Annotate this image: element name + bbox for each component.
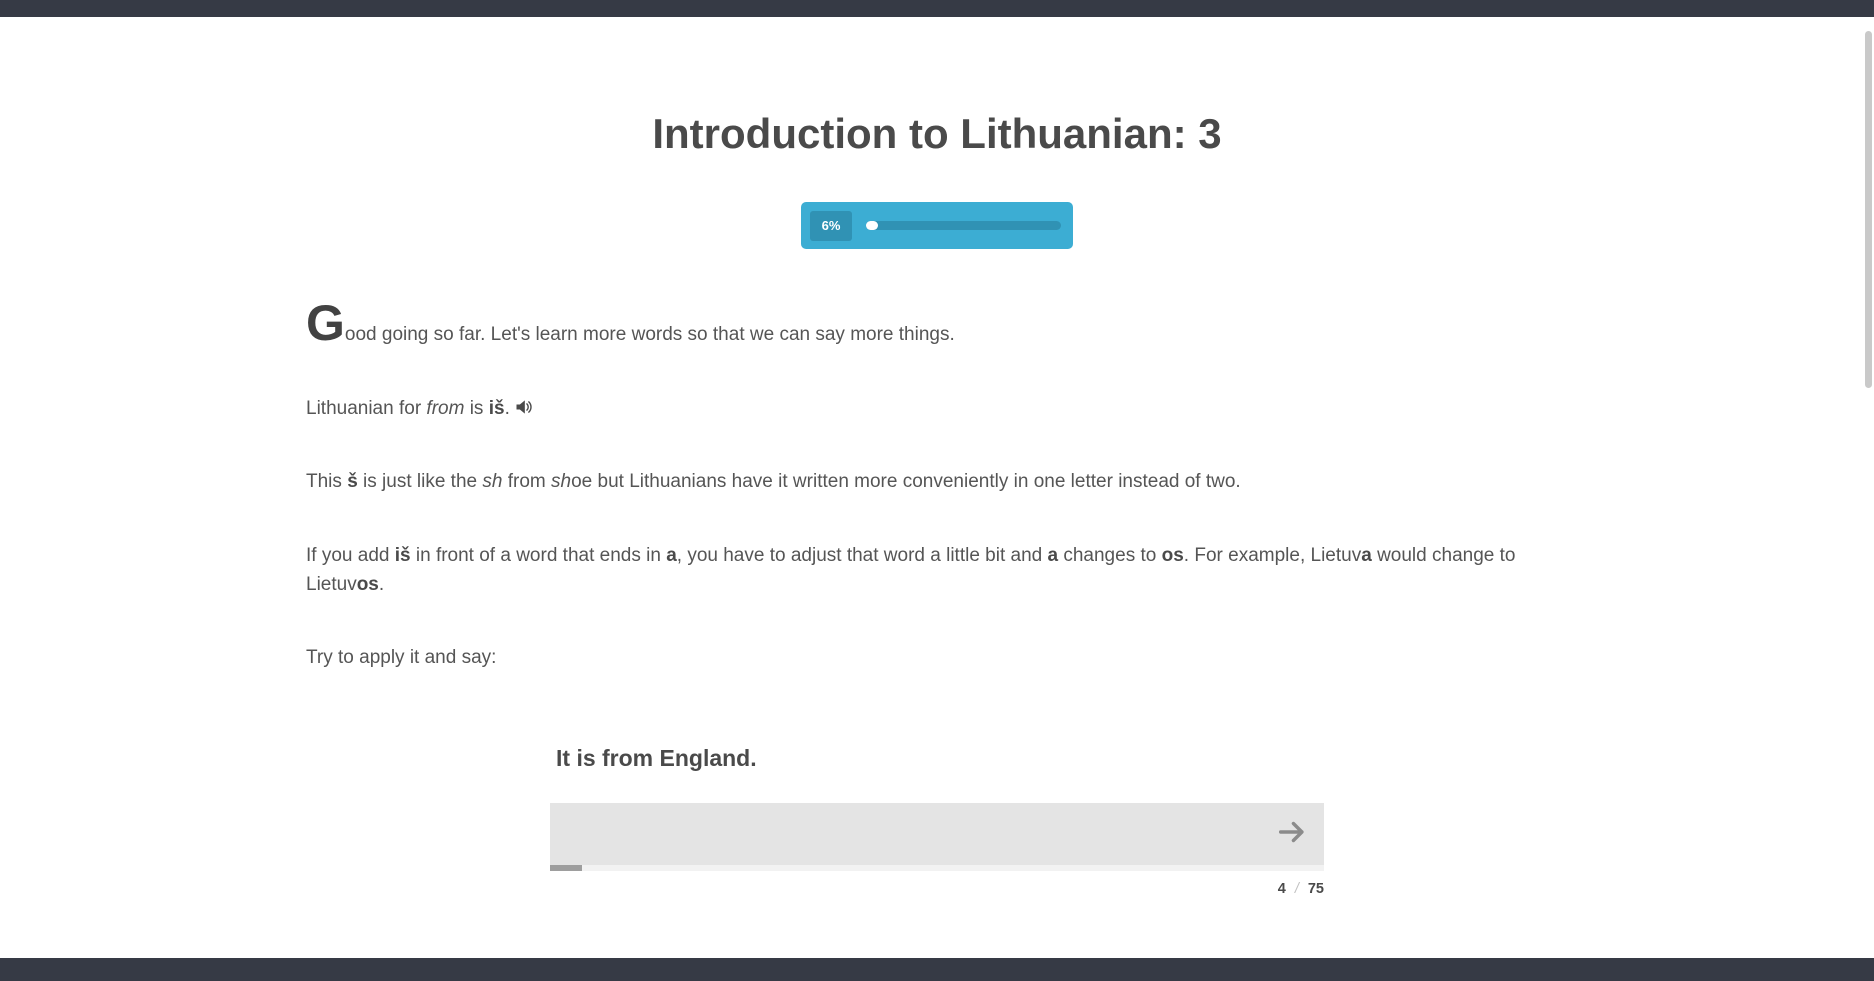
counter-separator: / [1294,880,1299,897]
paragraph-2-text: Lithuanian for from is iš. [306,397,510,419]
submit-button[interactable] [1266,803,1318,865]
lesson-paragraph-3: This š is just like the sh from shoe but Lithuanians have it written more conveniently in one letter instead of two. [306,471,1241,493]
audio-play-button[interactable] [510,397,534,420]
exercise-block [550,745,1324,897]
input-underline [550,865,1324,871]
dropcap: G [306,295,345,352]
progress-track [866,221,1061,230]
progress-percent-badge: 6% [810,211,852,241]
counter-current: 4 [1277,880,1286,897]
scrollbar-thumb[interactable] [1865,31,1872,388]
answer-input[interactable] [550,803,1324,865]
lesson-paragraph-4: If you add iš in front of a word that ends in a, you have to adjust that word a little bit and a changes to os. For example, Lietuva would change to Lietuvos. [306,544,1516,596]
page-counter [550,881,1324,897]
lesson-page [306,0,1568,897]
arrow-right-icon [1275,815,1309,852]
input-underline-handle [550,865,582,871]
top-bar [0,0,1874,17]
progress-fill [866,221,878,230]
page-title: Introduction to Lithuanian: 3 [652,110,1222,157]
progress-bar [801,202,1073,249]
lesson-paragraph-2 [306,394,1568,423]
answer-row [550,803,1324,865]
speaker-icon [514,405,534,420]
lesson-paragraph-5: Try to apply it and say: [306,647,497,669]
paragraph-1-text: ood going so far. Let's learn more words so that we can say more things. [344,324,955,346]
exercise-prompt: It is from England. [556,744,757,771]
lesson-paragraph-1 [306,295,1568,352]
lesson-text [306,295,1568,673]
bottom-bar [0,958,1874,981]
counter-total: 75 [1307,880,1324,897]
